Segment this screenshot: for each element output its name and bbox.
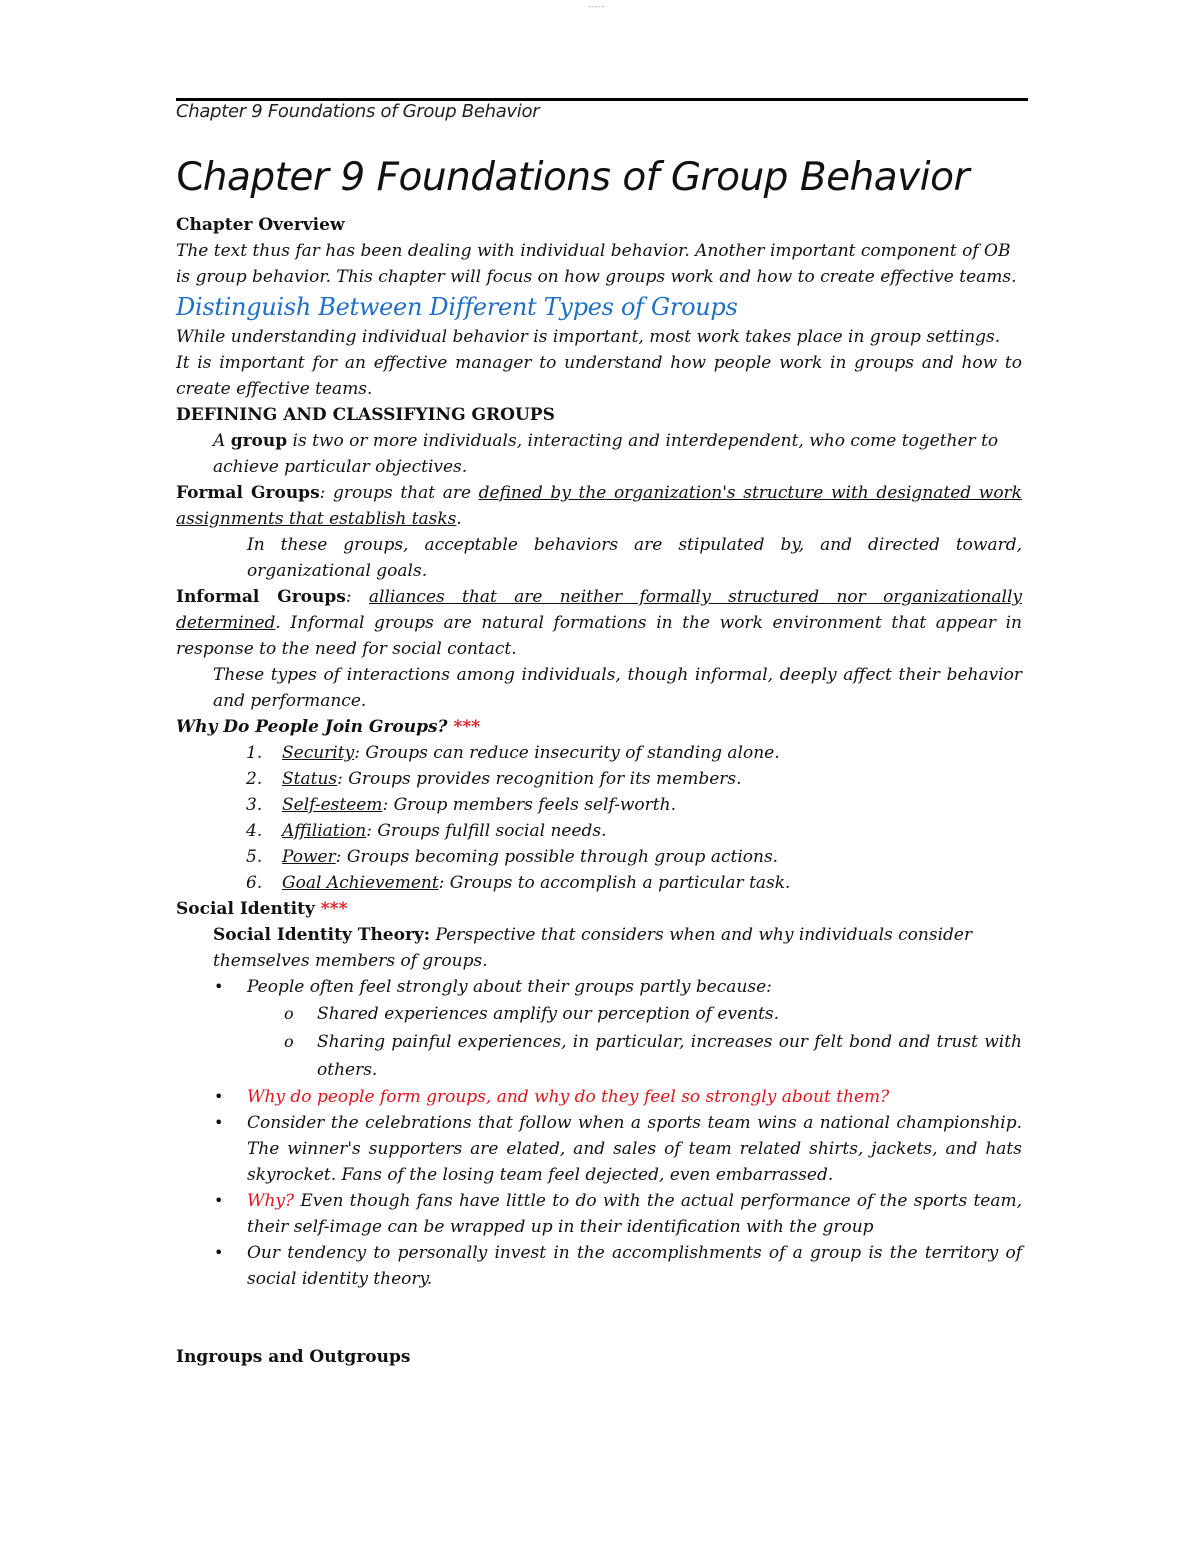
importance-stars: *** xyxy=(314,899,348,919)
list-term: Goal Achievement xyxy=(282,873,439,893)
title-rest: hapter 9 Foundations of Group Behavior xyxy=(202,155,969,200)
informal-groups-definition xyxy=(176,584,1022,662)
list-item xyxy=(176,1188,1022,1240)
page-title xyxy=(176,152,1022,204)
list-item xyxy=(176,870,1022,896)
list-item xyxy=(176,766,1022,792)
defining-heading: DEFINING AND CLASSIFYING GROUPS xyxy=(176,405,555,425)
bullet-icon: • xyxy=(214,1191,224,1210)
social-identity-heading xyxy=(176,896,1022,922)
bullet-text: Consider the celebrations that follow when a sports team wins a national championship. The winner's supporters are elated, and sales of team related shirts, jackets, and hats skyrocket. Fans of the losing team feel dejected, even embarrassed. xyxy=(247,1113,1022,1185)
informal-rest: . Informal groups are natural formations in the work environment that appear in response to the need for social contact. xyxy=(176,613,1022,659)
list-number: 6. xyxy=(246,873,263,893)
bullet-icon: • xyxy=(214,977,224,996)
theory-label: Social Identity Theory: xyxy=(213,925,431,945)
document-body xyxy=(176,152,1022,1370)
why-join-heading xyxy=(176,714,1022,740)
spacer xyxy=(176,1292,1022,1344)
sub-bullet-text: Sharing painful experiences, in particular, increases our felt bond and trust with others. xyxy=(317,1032,1022,1080)
bullet-text: Even though fans have little to do with the actual performance of the sports team, their self-image can be wrapped up in their identification with the group xyxy=(247,1191,1022,1237)
bullet-text: Why do people form groups, and why do they feel so strongly about them? xyxy=(247,1087,890,1107)
formal-lead: groups that are xyxy=(325,483,479,503)
informal-groups-subtext: These types of interactions among individuals, though informal, deeply affect their behavior and performance. xyxy=(213,665,1022,711)
list-number: 3. xyxy=(246,795,263,815)
running-header xyxy=(176,98,1028,127)
section-paragraph: It is important for an effective manager to understand how people work in groups and how to create effective teams. xyxy=(176,353,1022,399)
bullet-icon: • xyxy=(214,1113,224,1132)
list-item xyxy=(176,844,1022,870)
list-text: : Groups can reduce insecurity of standing alone. xyxy=(354,743,780,763)
formal-end: . xyxy=(456,509,462,529)
social-identity-bullets xyxy=(176,974,1022,1292)
group-definition xyxy=(213,428,1022,480)
definition-lead: A xyxy=(213,431,231,451)
formal-groups-label: Formal Groups xyxy=(176,483,320,503)
informal-underlined-text: alliances that are neither formally structured nor organizationally determined xyxy=(176,587,1022,633)
sub-bullet-icon: o xyxy=(284,1004,294,1023)
title-first-letter: C xyxy=(176,155,203,200)
overview-text: The text thus far has been dealing with individual behavior. Another important component of OB is group behavior. This chapter will focus on how groups work and how to create effective teams. xyxy=(176,241,1017,287)
list-term: Self-esteem xyxy=(282,795,383,815)
list-item xyxy=(176,1240,1022,1292)
bullet-text: Our tendency to personally invest in the accomplishments of a group is the territory of social identity theory. xyxy=(247,1243,1022,1289)
bullet-text: People often feel strongly about their groups partly because: xyxy=(247,977,772,997)
definition-term: group xyxy=(230,431,288,451)
list-item xyxy=(176,1084,1022,1110)
list-number: 2. xyxy=(246,769,263,789)
list-item xyxy=(176,818,1022,844)
section-paragraph: While understanding individual behavior is important, most work takes place in group settings. xyxy=(176,327,1001,347)
section-heading-types-of-groups: Distinguish Between Different Types of Groups xyxy=(176,293,738,321)
informal-space xyxy=(352,587,369,607)
social-identity-heading-text: Social Identity xyxy=(176,899,315,919)
list-term: Status xyxy=(282,769,338,789)
overview-heading: Chapter Overview xyxy=(176,215,345,235)
theory-text: Perspective that considers when and why individuals consider themselves members of groups. xyxy=(213,925,973,971)
ingroups-heading: Ingroups and Outgroups xyxy=(176,1347,411,1367)
informal-colon: : xyxy=(345,587,352,607)
list-number: 5. xyxy=(246,847,263,867)
bullet-icon: • xyxy=(214,1243,224,1262)
sub-bullet-text: Shared experiences amplify our perception of events. xyxy=(317,1004,780,1024)
list-text: : Group members feels self-worth. xyxy=(382,795,676,815)
list-text: : Groups to accomplish a particular task. xyxy=(438,873,791,893)
list-term: Power xyxy=(282,847,336,867)
list-text: : Groups fulfill social needs. xyxy=(366,821,607,841)
formal-groups-definition xyxy=(176,480,1022,532)
page-mark: ----- xyxy=(588,2,605,11)
why-join-heading-text: Why Do People Join Groups? xyxy=(176,717,448,737)
list-term: Security xyxy=(282,743,355,763)
list-item xyxy=(176,974,1022,1084)
social-identity-theory xyxy=(213,922,1022,974)
bullet-emphasis: Why? xyxy=(247,1191,295,1211)
list-term: Affiliation xyxy=(282,821,367,841)
list-number: 1. xyxy=(246,743,263,763)
list-text: : Groups provides recognition for its members. xyxy=(337,769,742,789)
why-join-list xyxy=(176,740,1022,896)
importance-stars: *** xyxy=(447,717,481,737)
list-item xyxy=(176,792,1022,818)
formal-colon: : xyxy=(319,483,326,503)
sub-bullet-icon: o xyxy=(284,1032,294,1051)
informal-groups-label: Informal Groups xyxy=(176,587,346,607)
list-text: : Groups becoming possible through group actions. xyxy=(335,847,779,867)
sub-list-item xyxy=(176,1028,1022,1084)
list-item xyxy=(176,740,1022,766)
formal-groups-subtext: In these groups, acceptable behaviors are stipulated by, and directed toward, organizational goals. xyxy=(247,535,1022,581)
formal-underlined-text: defined by the organization's structure with designated work assignments that establish tasks xyxy=(176,483,1022,529)
sub-bullet-list xyxy=(176,1000,1022,1084)
list-item xyxy=(176,1110,1022,1188)
list-number: 4. xyxy=(246,821,263,841)
bullet-icon: • xyxy=(214,1087,224,1106)
definition-text: is two or more individuals, interacting and interdependent, who come together to achieve particular objectives. xyxy=(213,431,999,477)
running-header-title: Chapter 9 Foundations of Group Behavior xyxy=(176,101,540,122)
sub-list-item xyxy=(176,1000,1022,1028)
